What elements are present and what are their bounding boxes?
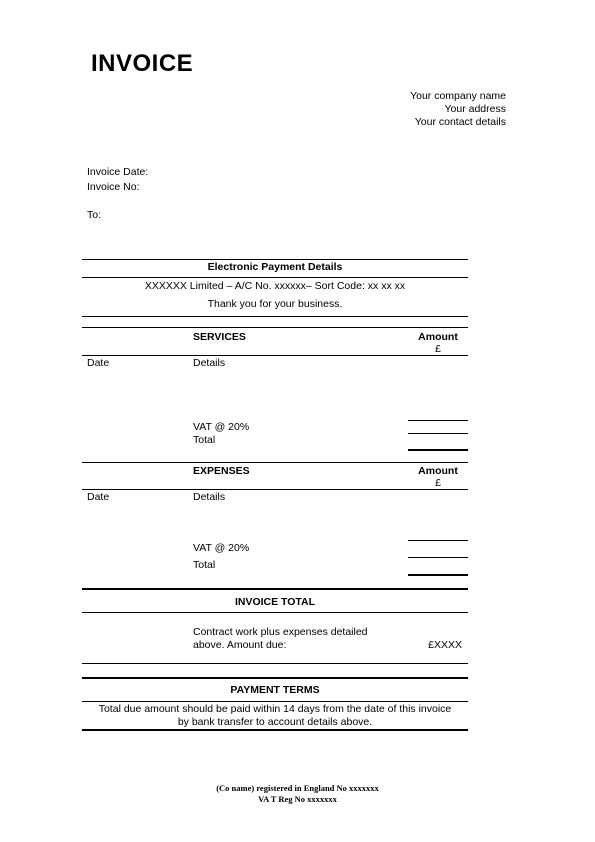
payment-terms-text-2: by bank transfer to account details above.: [177, 716, 373, 728]
payment-terms-heading: PAYMENT TERMS: [230, 684, 320, 696]
vat-registration: VA T Reg No xxxxxxx: [258, 794, 337, 804]
invoice-total-text-1: Contract work plus expenses detailed: [193, 626, 368, 638]
currency-symbol: £: [435, 343, 441, 355]
subtotal-line: [408, 420, 468, 421]
amount-label: Amount: [418, 331, 458, 343]
vat-line: [408, 557, 468, 558]
expenses-total-label: Total: [193, 559, 216, 571]
company-registration: (Co name) registered in England No xxxxxxx: [216, 783, 379, 793]
divider: [82, 663, 468, 664]
services-vat-label: VAT @ 20%: [193, 421, 250, 433]
divider: [82, 259, 468, 260]
expenses-heading: EXPENSES: [193, 465, 250, 477]
services-details-label: Details: [193, 357, 226, 369]
invoice-date-label: Invoice Date:: [87, 166, 149, 178]
company-contact: Your contact details: [414, 116, 506, 128]
divider: [82, 612, 468, 613]
company-name: Your company name: [410, 90, 506, 102]
total-line: [408, 449, 468, 451]
services-amount-header: [408, 331, 468, 355]
divider: [82, 462, 468, 463]
expenses-details-label: Details: [193, 491, 226, 503]
vat-line: [408, 433, 468, 434]
invoice-total-text-2: above. Amount due:: [193, 639, 287, 651]
company-block: [410, 90, 506, 129]
divider: [82, 316, 468, 317]
account-details: XXXXXX Limited – A/C No. xxxxxx– Sort Code: xx xx xx: [144, 280, 406, 292]
divider: [82, 277, 468, 278]
subtotal-line: [408, 540, 468, 541]
footer: [0, 783, 595, 805]
divider: [82, 677, 468, 679]
payment-details-heading: Electronic Payment Details: [207, 261, 343, 273]
company-address: Your address: [444, 103, 506, 115]
expenses-date-label: Date: [87, 491, 110, 503]
to-label: To:: [87, 209, 102, 221]
services-date-label: Date: [87, 357, 110, 369]
divider: [82, 588, 468, 590]
services-heading: SERVICES: [193, 331, 246, 343]
expenses-vat-label: VAT @ 20%: [193, 542, 250, 554]
amount-due: £XXXX: [428, 639, 462, 651]
invoice-title: INVOICE: [91, 50, 194, 77]
currency-symbol: £: [435, 477, 441, 489]
divider: [82, 355, 468, 356]
payment-terms-text-1: Total due amount should be paid within 14 days from the date of this invoice: [98, 703, 452, 715]
divider: [82, 701, 468, 702]
divider: [82, 489, 468, 490]
divider: [82, 729, 468, 731]
divider: [82, 327, 468, 328]
total-line: [408, 574, 468, 576]
expenses-amount-header: [408, 465, 468, 489]
services-total-label: Total: [193, 434, 216, 446]
invoice-total-heading: INVOICE TOTAL: [234, 596, 316, 608]
thank-you-text: Thank you for your business.: [207, 298, 343, 310]
invoice-no-label: Invoice No:: [87, 181, 140, 193]
amount-label: Amount: [418, 465, 458, 477]
